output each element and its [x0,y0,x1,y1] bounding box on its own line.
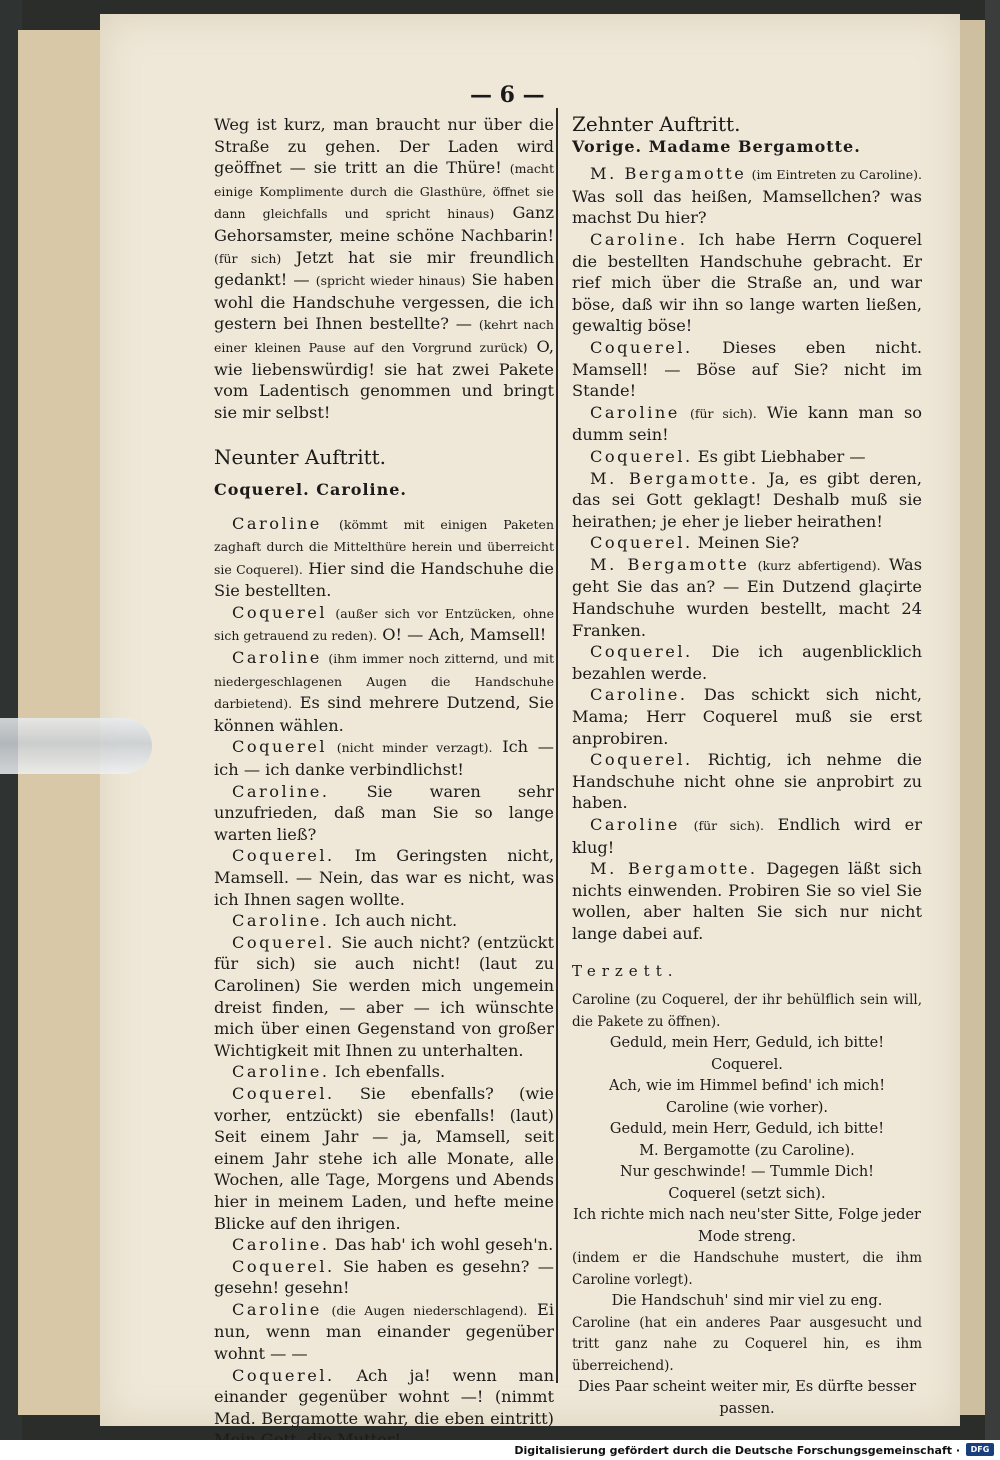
speaker-name: Caroline [232,513,322,533]
stage-direction: (für sich). [693,818,764,833]
spoken-text: Richtig, ich nehme die Handschuhe nicht ohne sie anprobirt zu haben. [572,750,922,813]
spoken-text: Ich habe Herrn Coquerel die bestellten Handschuhe gebracht. Er rief mich über die Straße an, und war böse, daß wir ihn so lange warten ließen, gewaltig böse! [572,229,922,336]
speaker-name: Coquerel. [590,337,693,357]
speaker-name: Caroline. [232,1235,330,1255]
column-divider [556,108,558,1383]
spoken-text: Ich auch nicht. [334,911,458,931]
spoken-text: Was soll das heißen, Mamsellchen? was machst Du hier? [572,186,922,228]
dialogue-line [572,814,922,858]
speaker-name: Caroline. [232,1062,330,1082]
terzett-sd: Caroline (zu Coquerel, der ihr behülflich sein will, die Pakete zu öffnen). [572,992,922,1030]
spoken-text: Sie auch nicht? (entzückt für sich) sie auch nicht! (laut zu Carolinen) Sie werden mich ungemein dreist finden, — aber — ich wünschte mich über einen Gegenstand von großer Wichtigkeit mit Ihnen zu unterhalten. [214,932,554,1060]
dialogue-line [572,641,922,684]
stage-direction: (ihm immer noch zitternd, und mit niedergeschlagenen Augen die Handschuhe darbietend). [214,651,554,712]
dialogue-line [572,468,922,533]
page-number: — 6 — [470,82,545,108]
speaker-name: Coquerel [232,602,327,622]
spoken-text: Ja, es gibt deren, das sei Gott geklagt! Deshalb muß sie heirathen; je eher je lieber heirathen! [572,468,922,531]
dialogue-line [214,910,554,932]
spoken-text: Es gibt Liebhaber — [697,446,866,466]
speaker-name: Caroline [232,1299,322,1319]
terzett-verse: Ich richte mich nach neu'ster Sitte, Folge jeder Mode streng. [573,1207,921,1245]
dialogue-line [572,337,922,402]
speaker-name: Coquerel. [590,446,693,466]
dialogue-line [214,1234,554,1256]
spoken-text: Sie haben es gesehn? — gesehn! gesehn! [214,1256,554,1298]
dialogue-line [572,163,922,229]
continued-paragraph: Weg ist kurz, man braucht nur über die Straße zu gehen. Der Laden wird geöffnet — sie tritt an die Thüre! (macht einige Komplimente durch die Glasthüre, öffnet sie dann gleichfalls und spricht hinaus) Ganz Gehorsamster, meine schöne Nachbarin! (für sich) Jetzt hat sie mir freundlich gedankt! — (spricht wieder hinaus) Sie haben wohl die Handschuhe vergessen, die ich gestern bei Ihnen bestellte? — (kehrt nach einer kleinen Pause auf den Vorgrund zurück) O, wie liebenswürdig! sie hat zwei Pakete vom Ladentisch genommen und bringt sie mir selbst! [214,115,555,422]
stage-direction: (kurz abfertigend). [757,557,881,573]
dialogue-line [572,554,922,641]
speaker-name: Caroline. [232,781,330,801]
speaker-name: Coquerel. [232,846,335,866]
scan-right-edge [985,0,1000,1440]
speaker-name: Coquerel. [232,1365,335,1385]
speaker-name: Coquerel. [232,1083,335,1103]
terzett-verse: Ach, wie im Himmel befind' ich mich! [608,1078,886,1095]
speaker-name: Coquerel. [590,642,693,662]
terzett-heading: Terzett. [572,961,679,980]
terzett-block [572,990,922,1420]
terzett-verse: Geduld, mein Herr, Geduld, ich bitte! [609,1121,885,1138]
dialogue-line [214,1299,554,1365]
scene-characters-10: Vorige. Madame Bergamotte. [572,136,861,156]
stage-direction: (außer sich vor Entzücken, ohne sich getrauend zu reden). [214,605,554,644]
spoken-text: Ich — ich — ich danke verbindlichst! [214,737,554,780]
speaker-name: Coquerel. [590,750,693,770]
terzett-verse: Dies Paar scheint weiter mir, Es dürfte besser passen. [577,1379,917,1417]
dialogue-line [572,684,922,749]
dialogue-line [214,602,554,647]
spoken-text: Sie ebenfalls? (wie vorher, entzückt) sie ebenfalls! (laut) Seit einem Jahr — ja, Mamsell, seit einem Jahr stehe ich alle Monate, alle Wochen, alle Tage, Morgens und Abends hier in meinem Laden, und hefte meine Blicke auf den ihrigen. [214,1083,554,1233]
spoken-text: Sie waren sehr unzufrieden, daß man Sie so lange warten ließ? [214,781,554,844]
speaker-name: Caroline [590,402,680,422]
dialogue-line [214,1256,554,1299]
spoken-text: Meinen Sie? [697,533,800,553]
stage-direction: (nicht minder verzagt). [336,740,493,756]
dialogue-line [572,229,922,337]
spoken-text: Das hab' ich wohl geseh'n. [334,1235,554,1255]
spoken-text: Hier sind die Handschuhe die Sie bestellten. [214,558,554,601]
stage-direction: (im Eintreten zu Caroline). [751,167,922,183]
stage-direction: (die Augen niederschlagend). [331,1302,528,1318]
spoken-text: Das schickt sich nicht, Mama; Herr Coquerel muß sie erst anprobiren. [572,685,922,748]
dialogue-line [572,858,922,944]
dialogue-line [214,845,554,910]
spoken-text: Dieses eben nicht. Mamsell! — Böse auf Sie? nicht im Stande! [572,337,922,401]
dialogue-line [214,1061,554,1083]
dfg-logo-icon: DFG [966,1443,994,1456]
terzett-name: Caroline (wie vorher). [665,1099,829,1116]
spoken-text: O! — Ach, Mamsell! [382,625,547,645]
speaker-name: Coquerel. [232,932,335,952]
speaker-name: Caroline. [590,229,688,249]
left-column [214,114,554,1451]
spoken-text: Wie kann man so dumm sein! [572,402,922,445]
dialogue-line [572,402,922,446]
speaker-name: Caroline [232,648,322,668]
scene-title-10: Zehnter Auftritt. [572,112,741,136]
scene-characters-9: Coquerel. Caroline. [214,479,407,499]
spoken-text: Es sind mehrere Dutzend, Sie können wählen. [214,693,554,735]
spoken-text: Ach ja! wenn man einander gegenüber wohnt —! (nimmt Mad. Bergamotte wahr, die eben eintritt) [214,1365,554,1428]
speaker-name: Caroline. [590,685,688,705]
speaker-name: Coquerel. [590,533,693,553]
dialogue-line [214,932,554,1062]
terzett-name: M. Bergamotte (zu Caroline). [639,1142,855,1159]
footer-bar [0,1440,1000,1460]
terzett-name: Coquerel (setzt sich). [668,1185,826,1202]
terzett-verse: Die Handschuh' sind mir viel zu eng. [611,1293,883,1310]
dialogue-line [214,513,554,602]
spoken-text: Dagegen läßt sich nichts einwenden. Probiren Sie so viel Sie wollen, aber halten Sie sich nur nicht lange dabei auf. [572,859,922,943]
spoken-text: Endlich wird er klug! [572,815,922,857]
terzett-sd: (indem er die Handschuhe mustert, die ihm Caroline vorlegt). [572,1250,922,1288]
speaker-name: M. Bergamotte. [590,859,758,879]
spoken-text: Was geht Sie das an? — Ein Dutzend glaçirte Handschuhe wurden bestellt, macht 24 Franken. [572,554,923,640]
dialogue-line [572,446,922,468]
speaker-name: Caroline [590,815,680,834]
right-column [572,114,922,1420]
page-clip [0,718,152,774]
dialogue-line [214,1365,554,1451]
stage-direction: (für sich). [689,405,757,421]
speaker-name: Caroline. [232,911,330,931]
speaker-name: M. Bergamotte. [590,468,759,488]
dialogue-line [214,647,554,736]
dialogue-line [214,1083,554,1234]
speaker-name: Coquerel [232,737,327,757]
terzett-name: Coquerel. [711,1056,783,1073]
footer-credit: Digitalisierung gefördert durch die Deutsche Forschungsgemeinschaft · [514,1444,960,1457]
speaker-name: Coquerel. [232,1256,335,1276]
speaker-name: M. Bergamotte [590,554,750,574]
spoken-text: Die ich augenblicklich bezahlen werde. [572,642,922,683]
dialogue-line [572,532,922,554]
terzett-sd: Caroline (hat ein anderes Paar ausgesucht und tritt ganz nahe zu Coquerel hin, es ihm überreichend). [572,1314,922,1374]
dialogue-line [572,749,922,814]
spoken-text: Ei nun, wenn man einander gegenüber wohnt — — [214,1299,554,1364]
dialogue-line [214,736,554,780]
dialogue-block-right [572,163,922,944]
spoken-text: Im Geringsten nicht, Mamsell. — Nein, das war es nicht, was ich Ihnen sagen wollte. [214,846,554,909]
scene-title-9: Neunter Auftritt. [214,445,387,470]
spoken-text: Ich ebenfalls. [334,1062,446,1082]
speaker-name: M. Bergamotte [590,164,747,184]
terzett-verse: Geduld, mein Herr, Geduld, ich bitte! [609,1035,885,1052]
stage-direction: (kömmt mit einigen Paketen zaghaft durch die Mittelthüre herein und überreicht sie Coquerel). [214,516,554,577]
terzett-verse: Nur geschwinde! — Tummle Dich! [619,1164,874,1181]
dialogue-line [214,781,554,846]
dialogue-block-left [214,513,554,1452]
